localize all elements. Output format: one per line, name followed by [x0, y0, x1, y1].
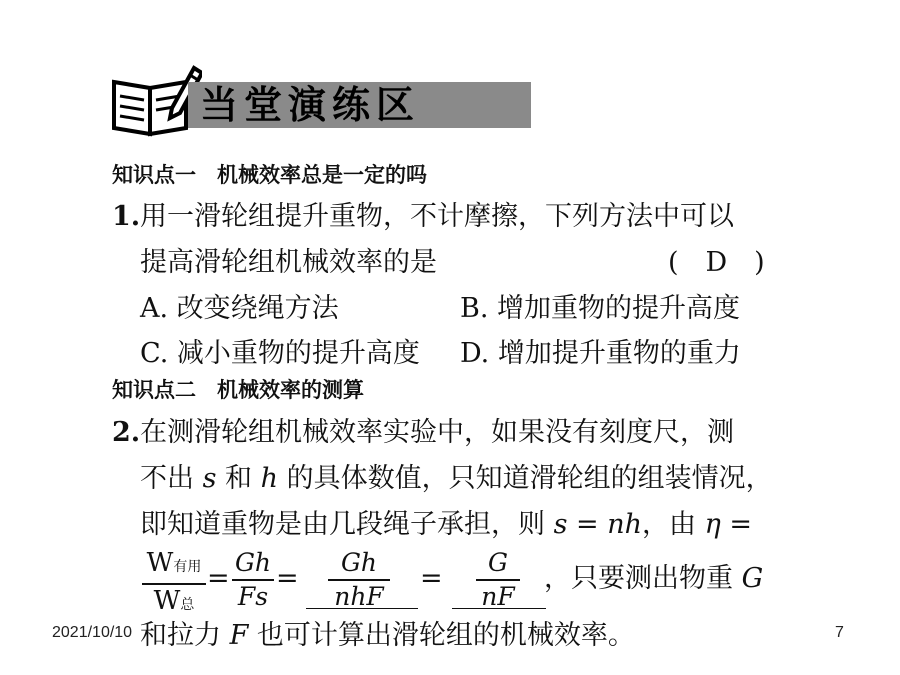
frac3-den: nhF [334, 582, 384, 611]
var-h: h [260, 463, 279, 494]
q2-line1: 在测滑轮组机械效率实验中，如果没有刻度尺，测 [140, 417, 734, 448]
fraction-w-useful-total [142, 548, 206, 620]
q1-line2: 提高滑轮组机械效率的是 [140, 247, 437, 278]
footer-page-number: 7 [835, 624, 844, 641]
q2-line5-b: 也可计算出滑轮组的机械效率。 [256, 620, 635, 651]
q2-line2 [140, 462, 773, 496]
answer-blank-2 [452, 608, 546, 609]
frac1-den: W [153, 586, 181, 616]
var-F: F [229, 620, 249, 651]
q2-line5 [140, 619, 635, 653]
eq-sign-2: = [276, 563, 299, 594]
frac1-num-sub: 有用 [173, 559, 202, 575]
q1-option-d: D. 增加提升重物的重力 [460, 338, 741, 369]
frac4-den: nF [481, 582, 515, 611]
frac4-num: G [488, 548, 508, 577]
banner-title: 当堂演练区 [200, 83, 421, 127]
eq-eta: η = [704, 509, 753, 540]
q1-option-c: C. 减小重物的提升高度 [140, 338, 420, 369]
section1-heading: 知识点一 机械效率总是一定的吗 [112, 163, 427, 187]
q2-line4 [544, 562, 763, 596]
q2-line5-a: 和拉力 [140, 620, 221, 651]
q2-line2-b: 和 [225, 463, 253, 494]
q2-number: 2. [112, 417, 141, 448]
q1-answer: ( D ) [668, 247, 765, 278]
frac1-den-sub: 总 [180, 597, 195, 613]
q2-line4-tail: ，只要测出物重 [544, 563, 733, 594]
var-G: G [741, 563, 764, 594]
footer-date: 2021/10/10 [52, 624, 133, 641]
eq-s-nh: s = nh [553, 509, 643, 540]
section-banner [110, 62, 530, 138]
section2-heading: 知识点二 机械效率的测算 [112, 378, 364, 402]
q2-line2-c: 的具体数值，只知道滑轮组的组装情况， [286, 463, 773, 494]
q1-number: 1. [112, 201, 141, 232]
q1-line1: 用一滑轮组提升重物，不计摩擦，下列方法中可以 [140, 201, 734, 232]
q2-line3 [140, 508, 752, 542]
frac2-num: Gh [234, 548, 272, 577]
q1-option-a: A. 改变绕绳方法 [140, 293, 339, 324]
fraction-gh-fs [232, 548, 274, 612]
eq-sign-3: = [420, 563, 443, 594]
fraction-g-nf [476, 548, 520, 612]
fraction-gh-nhf [328, 548, 390, 612]
frac3-num: Gh [340, 548, 378, 577]
frac1-num: W [146, 548, 174, 578]
q2-line3-b: ，由 [642, 509, 697, 540]
q2-line3-a: 即知道重物是由几段绳子承担，则 [140, 509, 545, 540]
q2-line2-a: 不出 [140, 463, 194, 494]
q1-option-b: B. 增加重物的提升高度 [460, 293, 741, 324]
var-s: s [202, 463, 217, 494]
eq-sign-1: = [207, 563, 230, 594]
frac2-den: Fs [237, 582, 269, 611]
answer-blank-1 [306, 608, 418, 609]
